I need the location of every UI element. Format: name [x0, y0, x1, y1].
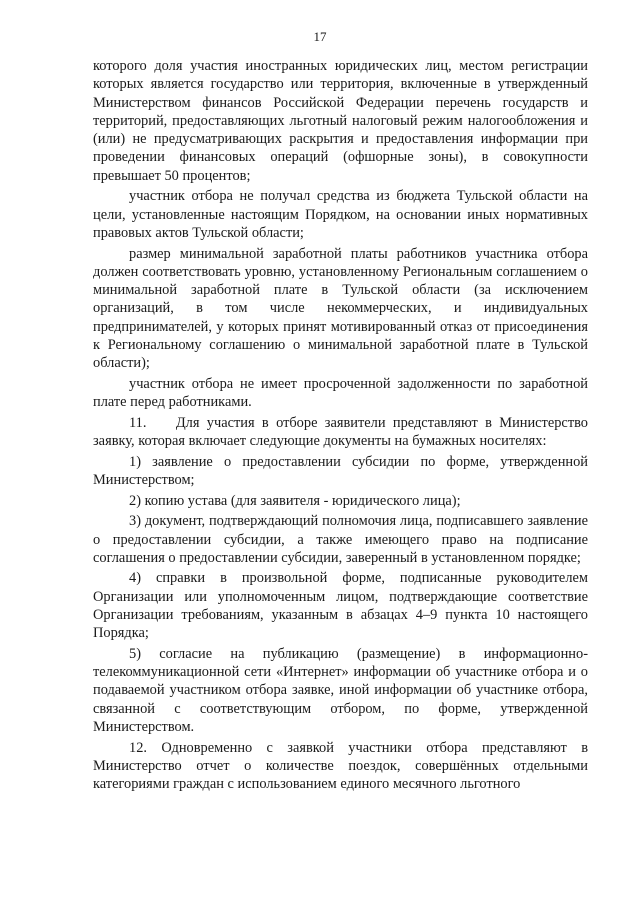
paragraph-no-budget-funds: участник отбора не получал средства из бюджета Тульской области на цели, установленные настоящим Порядком, на основании иных нормативных правовых актов Тульской области;: [93, 188, 588, 241]
paragraph-item-12: 12. Одновременно с заявкой участники отбора представляют в Министерство отчет о количестве поездок, совершённых отдельными категориями граждан с использованием единого месячного льготного: [93, 739, 588, 793]
paragraph-minimum-wage: размер минимальной заработной платы работников участника отбора должен соответствовать уровню, установленному Региональным соглашением о минимальной заработной плате в Тульской области (за исключением организаций, в том числе некоммерческих, и индивидуальных предпринимателей, у которых принят мотивированный отказ от присоединения к Региональному соглашению о минимальной заработной плате в Тульской области);: [93, 245, 588, 372]
paragraph-item-11: 11. Для участия в отборе заявители представляют в Министерство заявку, которая включает следующие документы на бумажных носителях:: [93, 414, 592, 450]
paragraph-offshore-condition: которого доля участия иностранных юридических лиц, местом регистрации которых является государство или территория, включенные в утвержденный Министерством финансов Российской Федерации перечень государств и территорий, предоставляющих льготный налоговый режим налогообложения и (или) не предусматривающих раскрытия и предоставления информации при проведении финансовых операций (офшорные зоны), в совокупности превышает 50 процентов;: [93, 58, 588, 184]
list-item-1: 1) заявление о предоставлении субсидии по форме, утвержденной Министерством;: [93, 453, 588, 489]
paragraph-no-wage-arrears: участник отбора не имеет просроченной задолженности по заработной плате перед работниками.: [93, 375, 588, 411]
document-body: [93, 57, 592, 796]
list-item-3: 3) документ, подтверждающий полномочия лица, подписавшего заявление о предоставлении субсидии, а также имеющего право на подписание соглашения о предоставлении субсидии, заверенный в установленном порядке;: [93, 513, 588, 566]
list-item-4: 4) справки в произвольной форме, подписанные руководителем Организации или уполномоченным лицом, подтверждающие соответствие Организации требованиям, указанным в абзацах 4–9 пункта 10 настоящего Порядка;: [93, 570, 588, 642]
page-number: 17: [313, 29, 327, 44]
list-item-5: 5) согласие на публикацию (размещение) в информационно-телекоммуникационной сети «Интернет» информации об участнике отбора и о подаваемой участником отбора заявке, иной информации об участнике отбора, связанной с соответствующим отбором, по форме, утвержденной Министерством.: [93, 645, 588, 736]
list-item-2: 2) копию устава (для заявителя - юридического лица);: [129, 492, 461, 509]
